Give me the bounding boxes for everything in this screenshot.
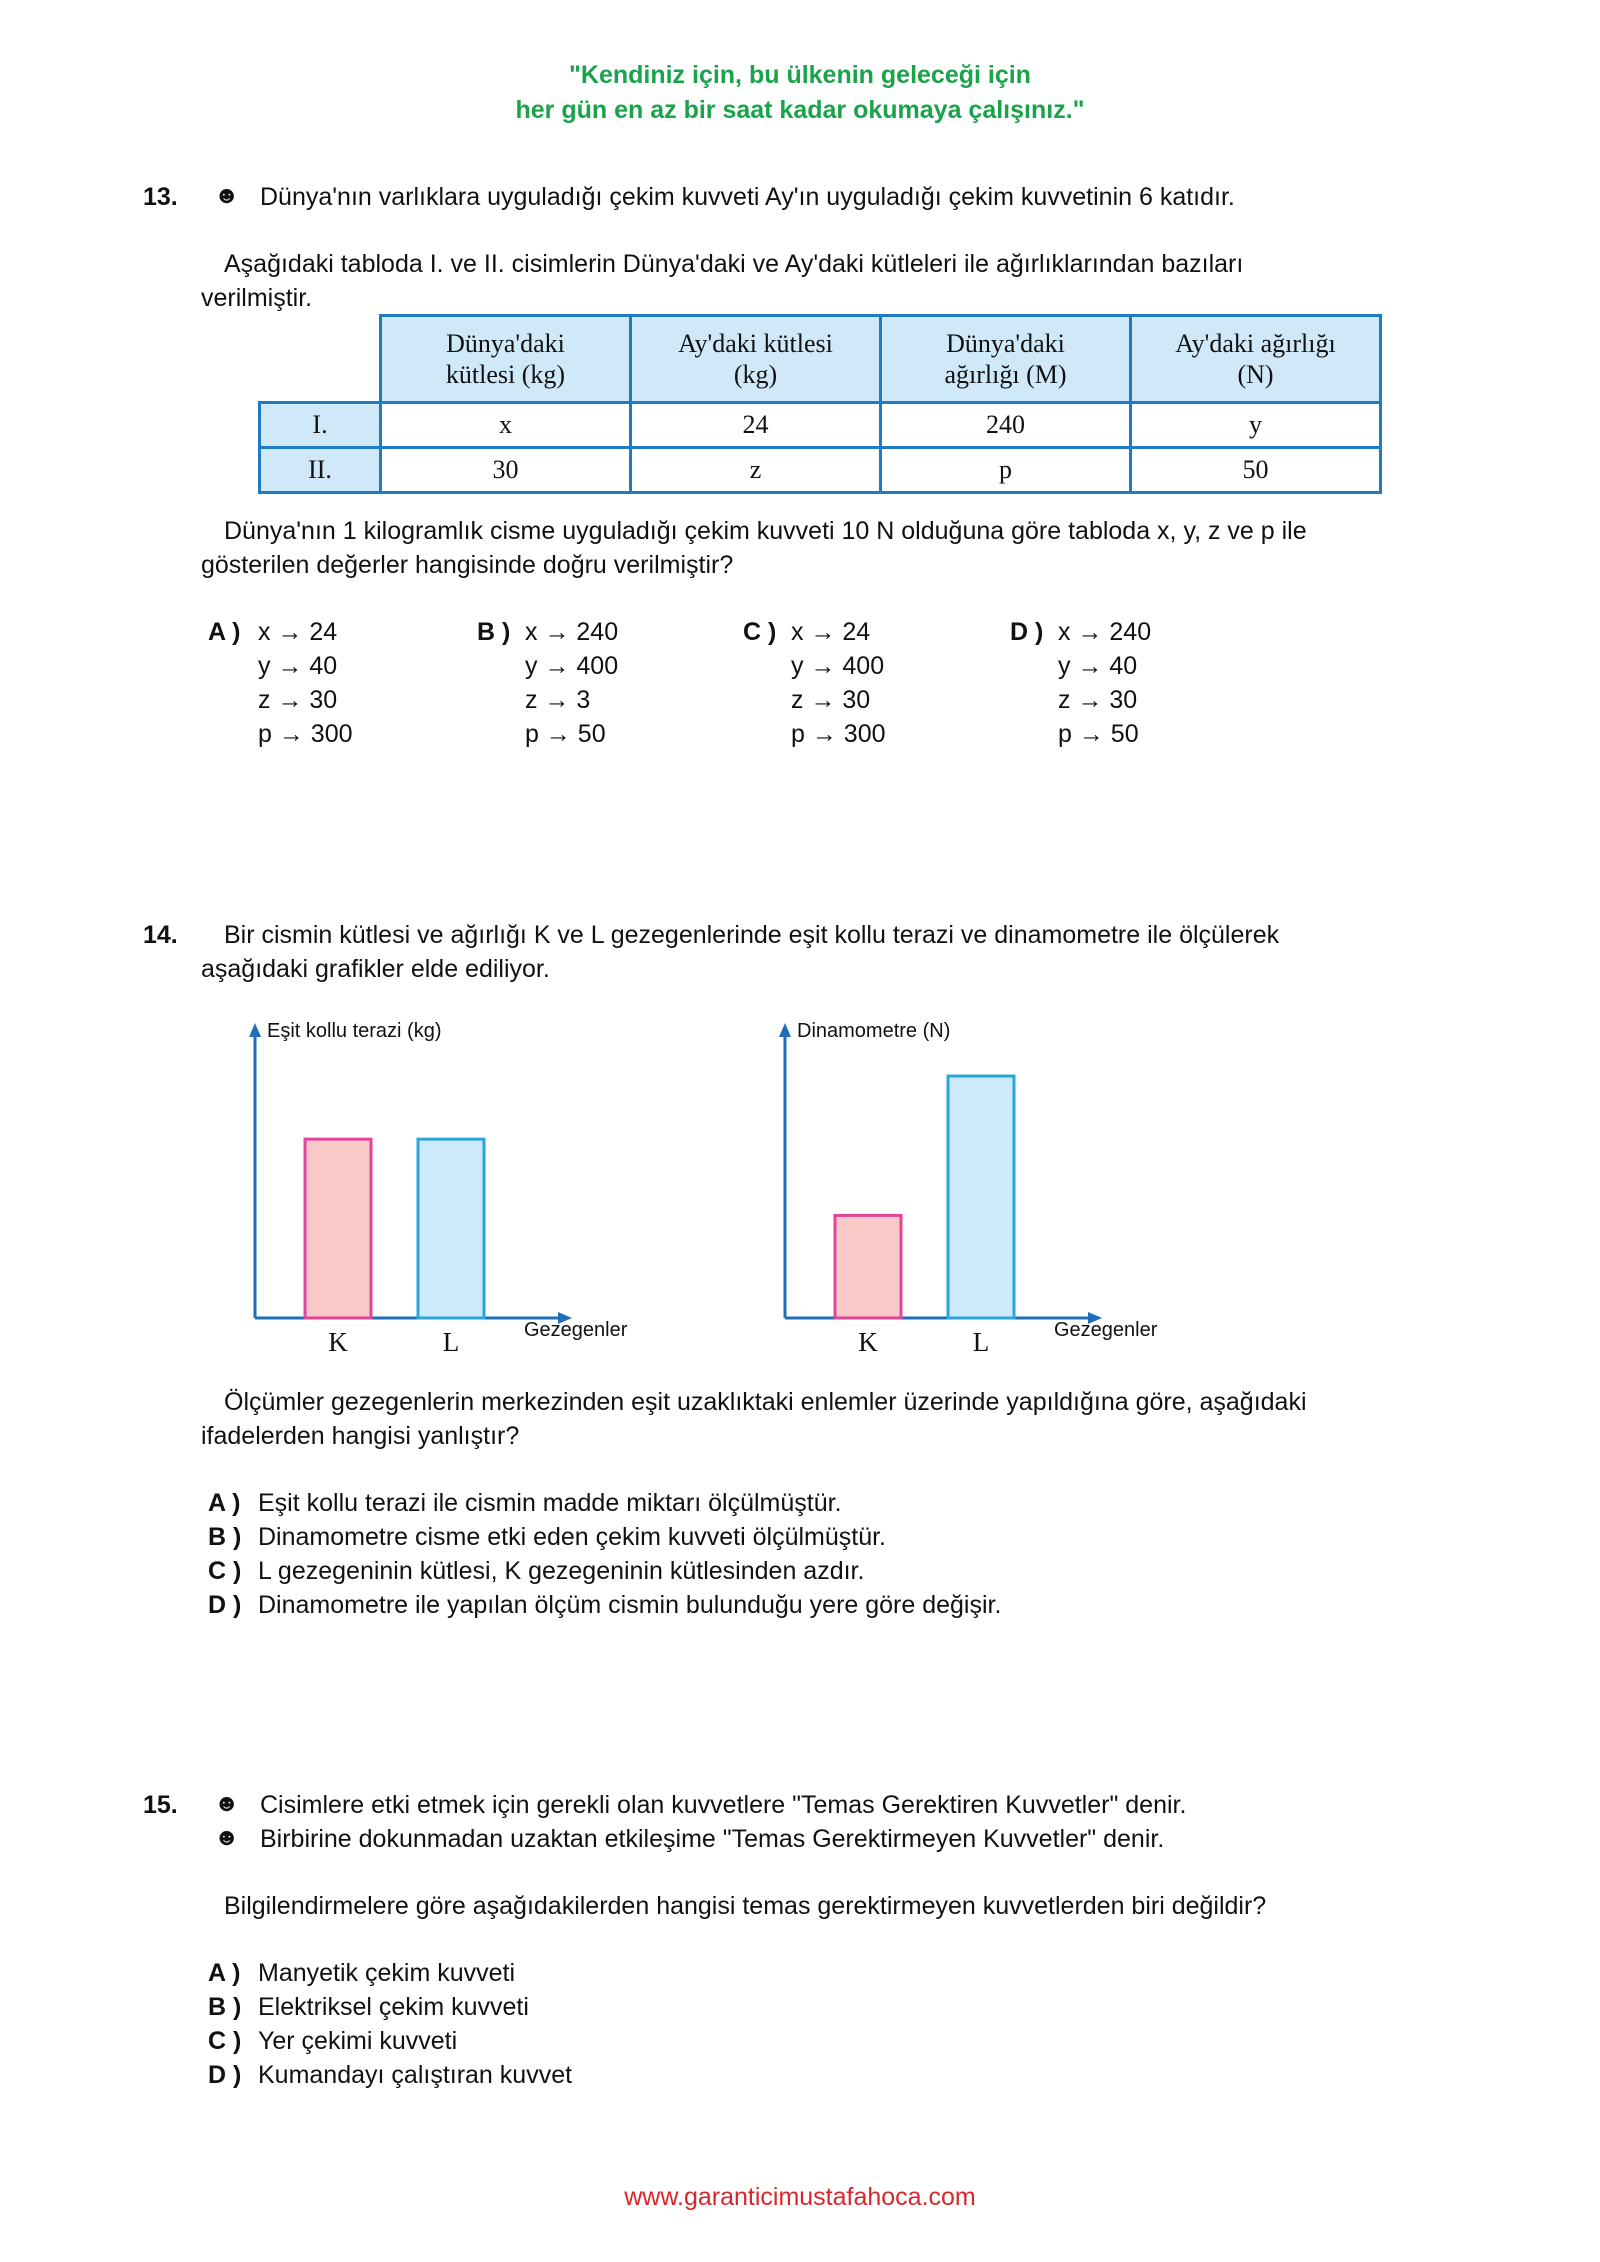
- option-a[interactable]: [208, 1956, 515, 1990]
- option-line: y → 40: [1058, 652, 1138, 680]
- table-cell: 50: [1131, 448, 1381, 493]
- option-letter: C ): [208, 2027, 242, 2055]
- question-13-question-2: gösterilen değerler hangisinde doğru verilmiştir?: [201, 551, 734, 579]
- option-d[interactable]: [208, 1588, 1001, 1622]
- option-text: L gezegeninin kütlesi, K gezegeninin kütlesinden azdır.: [258, 1557, 865, 1585]
- table-row: [260, 403, 1381, 448]
- x-axis-label: Gezegenler: [1054, 1319, 1158, 1341]
- x-axis-label: Gezegenler: [524, 1319, 628, 1341]
- option-letter: A ): [208, 1959, 241, 1987]
- question-13-question-1: Dünya'nın 1 kilogramlık cisme uyguladığı çekim kuvveti 10 N olduğuna göre tabloda x, y, z ve p ile: [224, 517, 1307, 545]
- table-cell: x: [381, 403, 631, 448]
- table-header-cell: Ay'daki kütlesi (kg): [631, 316, 881, 403]
- option-d[interactable]: [208, 2058, 572, 2092]
- option-letter: B ): [477, 618, 511, 646]
- row-label: I.: [260, 403, 381, 448]
- table-cell: 240: [881, 403, 1131, 448]
- question-15-info-1: Cisimlere etki etmek için gerekli olan kuvvetlere "Temas Gerektiren Kuvvetler" denir.: [260, 1791, 1187, 1819]
- option-line: z → 30: [791, 686, 871, 714]
- question-15-info-2: Birbirine dokunmadan uzaktan etkileşime "Temas Gerektirmeyen Kuvvetler" denir.: [260, 1825, 1165, 1853]
- option-c[interactable]: [743, 615, 886, 751]
- table-header-cell: Ay'daki ağırlığı (N): [1131, 316, 1381, 403]
- option-letter: B ): [208, 1993, 242, 2021]
- option-line: p → 300: [791, 720, 886, 748]
- option-line: z → 30: [1058, 686, 1138, 714]
- option-text: Kumandayı çalıştıran kuvvet: [258, 2061, 573, 2089]
- table-cell: y: [1131, 403, 1381, 448]
- option-d[interactable]: [1010, 615, 1151, 751]
- question-14-number: 14.: [143, 921, 178, 949]
- question-15-number: 15.: [143, 1791, 178, 1819]
- option-line: x → 240: [1058, 618, 1152, 646]
- option-text: Elektriksel çekim kuvveti: [258, 1993, 529, 2021]
- table-header-cell: Dünya'daki kütlesi (kg): [381, 316, 631, 403]
- question-13-info: Dünya'nın varlıklara uyguladığı çekim kuvveti Ay'ın uyguladığı çekim kuvvetinin 6 katıdır.: [260, 183, 1235, 211]
- option-letter: D ): [208, 2061, 242, 2089]
- dynamometer-chart: [760, 1010, 1210, 1370]
- question-14-intro-2: aşağıdaki grafikler elde ediliyor.: [201, 955, 550, 983]
- question-14-question-1: Ölçümler gezegenlerin merkezinden eşit uzaklıktaki enlemler üzerinde yapıldığına göre, aşağıdaki: [224, 1388, 1307, 1416]
- option-text: Eşit kollu terazi ile cismin madde miktarı ölçülmüştür.: [258, 1489, 842, 1517]
- table-header-cell: Dünya'daki ağırlığı (M): [881, 316, 1131, 403]
- smiley-face-icon: ☻: [214, 1824, 240, 1851]
- y-axis-label: Dinamometre (N): [797, 1020, 951, 1042]
- option-line: z → 30: [258, 686, 338, 714]
- option-line: x → 240: [525, 618, 619, 646]
- option-text: Manyetik çekim kuvveti: [258, 1959, 516, 1987]
- question-14-intro-1: Bir cismin kütlesi ve ağırlığı K ve L gezegenlerinde eşit kollu terazi ve dinamometre ile ölçülerek: [224, 921, 1280, 949]
- quote-line-1: "Kendiniz için, bu ülkenin geleceği için: [569, 61, 1031, 89]
- balance-scale-chart: [230, 1010, 680, 1370]
- option-line: y → 40: [258, 652, 338, 680]
- row-label: II.: [260, 448, 381, 493]
- table-corner: [260, 316, 381, 403]
- table-cell: 24: [631, 403, 881, 448]
- table-header-row: [260, 316, 1381, 403]
- option-a[interactable]: [208, 615, 353, 751]
- option-letter: B ): [208, 1523, 242, 1551]
- option-line: p → 50: [1058, 720, 1139, 748]
- y-axis-arrow-icon: [779, 1023, 791, 1037]
- option-letter: A ): [208, 618, 241, 646]
- y-axis-label: Eşit kollu terazi (kg): [267, 1020, 442, 1042]
- option-text: Dinamometre ile yapılan ölçüm cismin bulunduğu yere göre değişir.: [258, 1591, 1002, 1619]
- bar-L: [948, 1076, 1014, 1318]
- option-b[interactable]: [477, 615, 618, 751]
- option-line: x → 24: [258, 618, 338, 646]
- option-c[interactable]: [208, 1554, 864, 1588]
- question-14-question-2: ifadelerden hangisi yanlıştır?: [201, 1422, 520, 1450]
- option-letter: D ): [1010, 618, 1044, 646]
- option-a[interactable]: [208, 1486, 842, 1520]
- option-c[interactable]: [208, 2024, 457, 2058]
- option-letter: C ): [208, 1557, 242, 1585]
- option-line: z → 3: [525, 686, 591, 714]
- footer-website-link[interactable]: www.garanticimustafahoca.com: [624, 2183, 976, 2211]
- bar-K: [305, 1139, 371, 1318]
- option-b[interactable]: [208, 1520, 886, 1554]
- table-cell: 30: [381, 448, 631, 493]
- option-letter: D ): [208, 1591, 242, 1619]
- mass-weight-table: [258, 314, 1382, 494]
- bar-L: [418, 1139, 484, 1318]
- option-letter: A ): [208, 1489, 241, 1517]
- option-line: x → 24: [791, 618, 871, 646]
- option-letter: C ): [743, 618, 777, 646]
- option-b[interactable]: [208, 1990, 529, 2024]
- bar-K: [835, 1215, 901, 1318]
- question-13-intro-2: verilmiştir.: [201, 284, 313, 312]
- question-13-intro-1: Aşağıdaki tabloda I. ve II. cisimlerin Dünya'daki ve Ay'daki kütleleri ile ağırlıklarından bazıları: [224, 250, 1244, 278]
- motivational-quote: [0, 58, 1600, 128]
- question-15-question: Bilgilendirmelere göre aşağıdakilerden hangisi temas gerektirmeyen kuvvetlerden biri değildir?: [224, 1892, 1267, 1920]
- table-cell: z: [631, 448, 881, 493]
- option-text: Yer çekimi kuvveti: [258, 2027, 458, 2055]
- smiley-face-icon: ☻: [214, 1790, 240, 1817]
- quote-line-2: her gün en az bir saat kadar okumaya çalışınız.": [515, 96, 1085, 124]
- table-row: [260, 448, 1381, 493]
- table-cell: p: [881, 448, 1131, 493]
- question-13-number: 13.: [143, 183, 178, 211]
- option-line: p → 300: [258, 720, 353, 748]
- option-text: Dinamometre cisme etki eden çekim kuvveti ölçülmüştür.: [258, 1523, 887, 1551]
- category-label: K: [328, 1327, 348, 1357]
- category-label: K: [858, 1327, 878, 1357]
- smiley-face-icon: ☻: [214, 182, 240, 209]
- option-line: y → 400: [791, 652, 885, 680]
- category-label: L: [972, 1327, 990, 1357]
- category-label: L: [442, 1327, 460, 1357]
- y-axis-arrow-icon: [249, 1023, 261, 1037]
- option-line: p → 50: [525, 720, 606, 748]
- option-line: y → 400: [525, 652, 619, 680]
